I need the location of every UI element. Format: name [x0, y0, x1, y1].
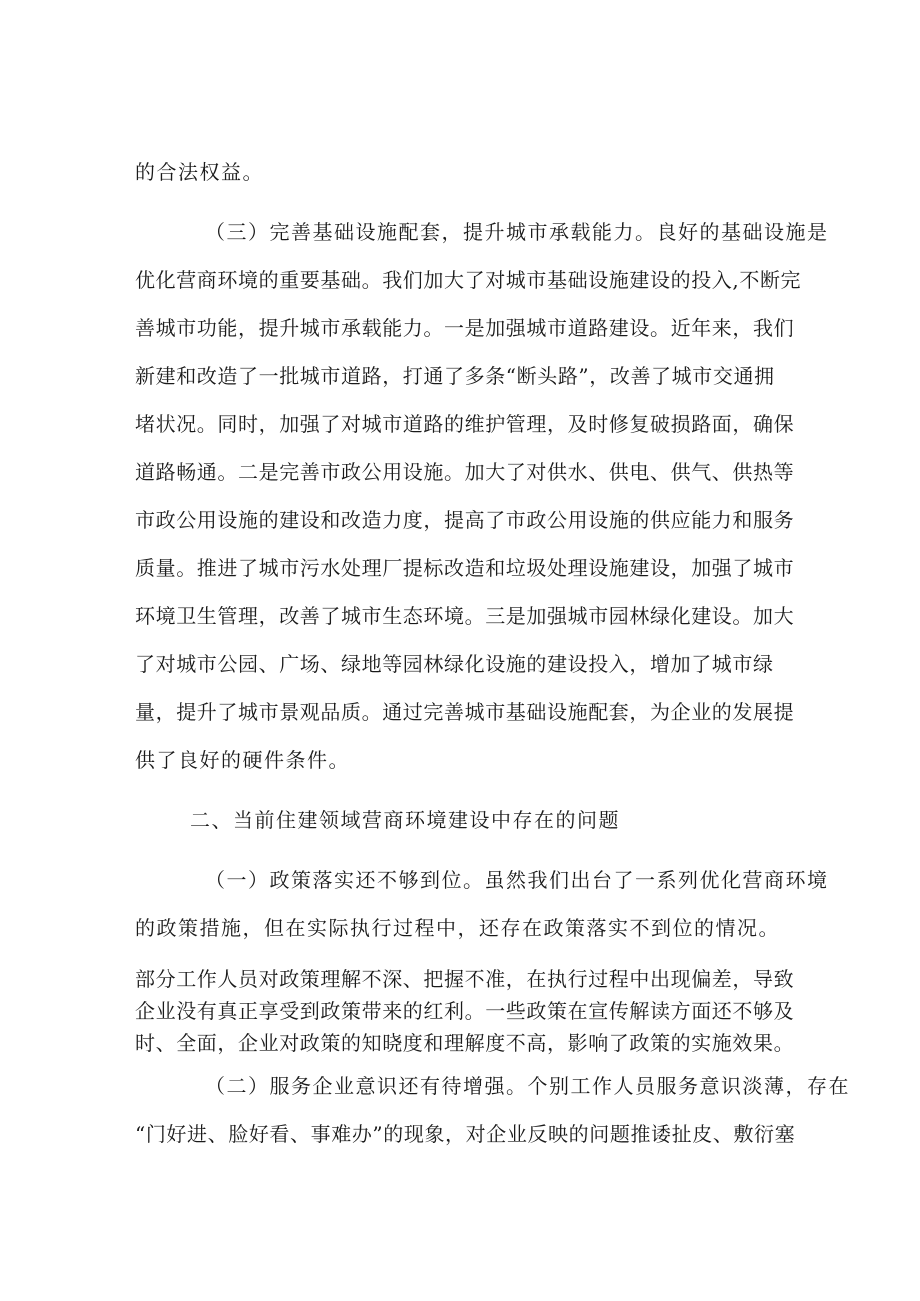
text-line: 环境卫生管理，改善了城市生态环境。三是加强城市园林绿化建设。加大 [135, 604, 795, 628]
paragraph-heading-3: （三）完善基础设施配套，提升城市承载能力。良好的基础设施是 [205, 220, 829, 244]
text-line: 新建和改造了一批城市道路，打通了多条“断头路”，改善了城市交通拥 [135, 364, 775, 388]
paragraph-heading-1: （一）政策落实还不够到位。虽然我们出台了一系列优化营商环境 [205, 868, 829, 892]
text-line: 优化营商环境的重要基础。我们加大了对城市基础设施建设的投入,不断完 [135, 268, 802, 292]
section-heading-2: 二、当前住建领域营商环境建设中存在的问题 [190, 808, 620, 832]
text-line: 部分工作人员对政策理解不深、把握不准，在执行过程中出现偏差，导致 [135, 967, 795, 991]
text-line: “门好进、脸好看、事难办”的现象，对企业反映的问题推诿扯皮、敷衍塞 [135, 1122, 796, 1146]
text-line: 市政公用设施的建设和改造力度，提高了市政公用设施的供应能力和服务 [135, 508, 795, 532]
text-line: 善城市功能，提升城市承载能力。一是加强城市道路建设。近年来，我们 [135, 316, 795, 340]
text-line: 堵状况。同时，加强了对城市道路的维护管理，及时修复破损路面，确保 [135, 412, 795, 436]
text-line: 企业没有真正享受到政策带来的红利。一些政策在宣传解读方面还不够及 [135, 999, 795, 1023]
text-line: 时、全面，企业对政策的知晓度和理解度不高，影响了政策的实施效果。 [135, 1031, 795, 1055]
paragraph-heading-2: （二）服务企业意识还有待增强。个别工作人员服务意识淡薄，存在 [205, 1074, 850, 1098]
text-line: 质量。推进了城市污水处理厂提标改造和垃圾处理设施建设，加强了城市 [135, 556, 795, 580]
text-line: 供了良好的硬件条件。 [135, 748, 350, 772]
text-line: 了对城市公园、广场、绿地等园林绿化设施的建设投入，增加了城市绿 [135, 652, 774, 676]
text-line: 量，提升了城市景观品质。通过完善城市基础设施配套，为企业的发展提 [135, 700, 795, 724]
text-line: 道路畅通。二是完善市政公用设施。加大了对供水、供电、供气、供热等 [135, 460, 795, 484]
text-line: 的政策措施，但在实际执行过程中，还存在政策落实不到位的情况。 [135, 916, 780, 940]
text-line: 的合法权益。 [135, 160, 264, 184]
